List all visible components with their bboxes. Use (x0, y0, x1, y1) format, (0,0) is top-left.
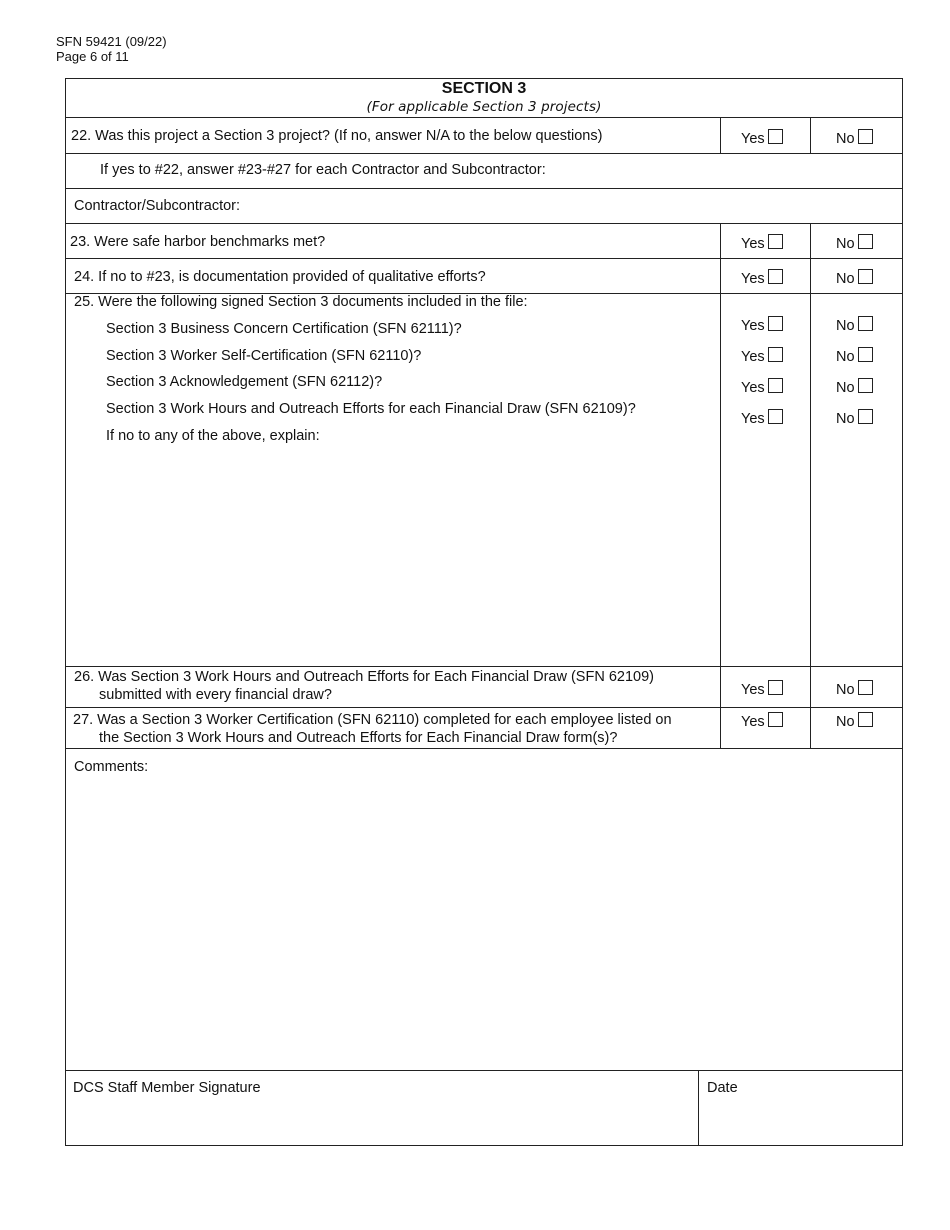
yes-label: Yes (741, 411, 765, 427)
contractor-field[interactable]: Contractor/Subcontractor: (74, 198, 241, 214)
checkbox-icon[interactable] (768, 269, 783, 284)
q25-item-work-hours: Section 3 Work Hours and Outreach Efforts for each Financial Draw (SFN 62109)? (106, 401, 636, 417)
no-label: No (836, 349, 855, 365)
yes-label: Yes (741, 318, 765, 334)
signature-field[interactable]: DCS Staff Member Signature (73, 1080, 261, 1096)
yes-label: Yes (741, 380, 765, 396)
checkbox-icon[interactable] (858, 316, 873, 331)
no-label: No (836, 411, 855, 427)
page-number: Page 6 of 11 (56, 49, 129, 64)
q25c-no[interactable] (836, 380, 873, 397)
yes-label: Yes (741, 131, 765, 147)
checkbox-icon[interactable] (768, 234, 783, 249)
q25-explain-label: If no to any of the above, explain: (106, 428, 320, 444)
question-26-cont: submitted with every financial draw? (99, 687, 332, 703)
checkbox-icon[interactable] (768, 129, 783, 144)
yes-label: Yes (741, 271, 765, 287)
checkbox-icon[interactable] (858, 680, 873, 695)
no-label: No (836, 271, 855, 287)
q25a-no[interactable] (836, 318, 873, 335)
section-subtitle: (For applicable Section 3 projects) (366, 99, 602, 115)
date-field[interactable]: Date (707, 1080, 738, 1096)
q25c-yes[interactable] (741, 380, 783, 397)
question-22: 22. Was this project a Section 3 project? (If no, answer N/A to the below questions) (71, 128, 603, 144)
checkbox-icon[interactable] (858, 378, 873, 393)
no-label: No (836, 714, 855, 730)
checkbox-icon[interactable] (768, 409, 783, 424)
q22-no[interactable] (836, 131, 873, 148)
checkbox-icon[interactable] (858, 347, 873, 362)
checkbox-icon[interactable] (768, 712, 783, 727)
checkbox-icon[interactable] (858, 129, 873, 144)
form-id: SFN 59421 (09/22) (56, 34, 167, 49)
q27-yes[interactable] (741, 714, 783, 731)
checkbox-icon[interactable] (768, 347, 783, 362)
q23-yes[interactable] (741, 236, 783, 253)
checkbox-icon[interactable] (858, 712, 873, 727)
question-27-cont: the Section 3 Work Hours and Outreach Efforts for Each Financial Draw form(s)? (99, 730, 618, 746)
no-label: No (836, 236, 855, 252)
q24-yes[interactable] (741, 271, 783, 288)
no-label: No (836, 131, 855, 147)
no-label: No (836, 380, 855, 396)
q23-no[interactable] (836, 236, 873, 253)
checkbox-icon[interactable] (768, 378, 783, 393)
q25d-yes[interactable] (741, 411, 783, 428)
question-23: 23. Were safe harbor benchmarks met? (70, 234, 326, 250)
q24-no[interactable] (836, 271, 873, 288)
question-25: 25. Were the following signed Section 3 documents included in the file: (74, 294, 528, 310)
instruction-text: If yes to #22, answer #23-#27 for each Contractor and Subcontractor: (100, 162, 546, 178)
checkbox-icon[interactable] (768, 680, 783, 695)
checkbox-icon[interactable] (858, 269, 873, 284)
question-24: 24. If no to #23, is documentation provided of qualitative efforts? (74, 269, 486, 285)
q25a-yes[interactable] (741, 318, 783, 335)
q25-item-acknowledgement: Section 3 Acknowledgement (SFN 62112)? (106, 374, 383, 390)
q27-no[interactable] (836, 714, 873, 731)
q25-item-business-concern: Section 3 Business Concern Certification (SFN 62111)? (106, 321, 462, 337)
q26-no[interactable] (836, 682, 873, 699)
yes-label: Yes (741, 682, 765, 698)
yes-label: Yes (741, 236, 765, 252)
no-label: No (836, 318, 855, 334)
checkbox-icon[interactable] (858, 409, 873, 424)
yes-label: Yes (741, 349, 765, 365)
checkbox-icon[interactable] (858, 234, 873, 249)
q25-item-worker-self-cert: Section 3 Worker Self-Certification (SFN 62110)? (106, 348, 422, 364)
comments-field[interactable]: Comments: (74, 759, 149, 775)
q26-yes[interactable] (741, 682, 783, 699)
q25b-yes[interactable] (741, 349, 783, 366)
checkbox-icon[interactable] (768, 316, 783, 331)
question-27: 27. Was a Section 3 Worker Certification (SFN 62110) completed for each employee listed on (73, 712, 672, 728)
question-26: 26. Was Section 3 Work Hours and Outreach Efforts for Each Financial Draw (SFN 62109) (74, 669, 654, 685)
q25d-no[interactable] (836, 411, 873, 428)
q22-yes[interactable] (741, 131, 783, 148)
yes-label: Yes (741, 714, 765, 730)
section-title: SECTION 3 (441, 80, 527, 97)
q25b-no[interactable] (836, 349, 873, 366)
no-label: No (836, 682, 855, 698)
